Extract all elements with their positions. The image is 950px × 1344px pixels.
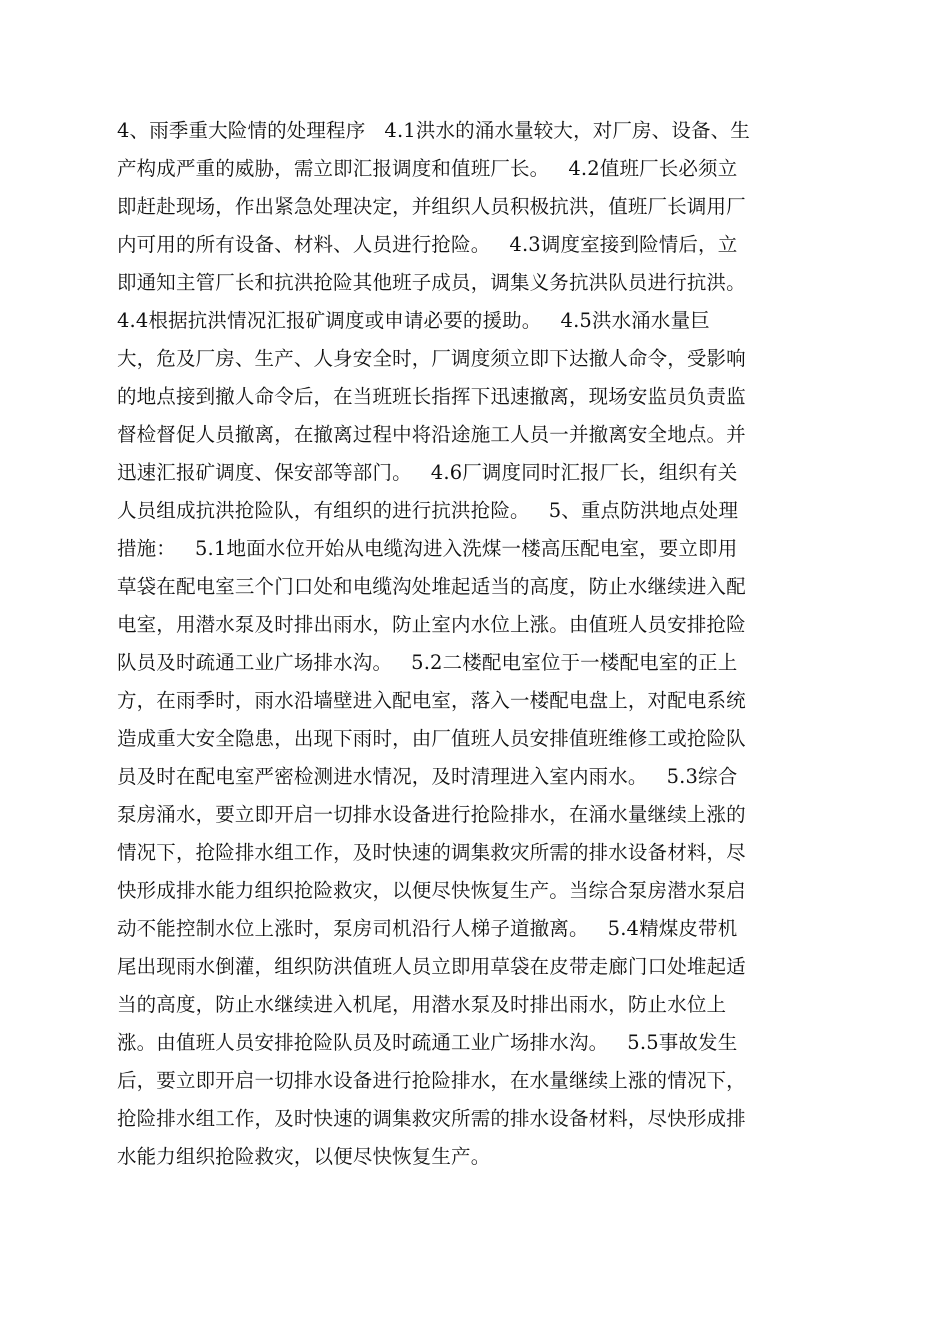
text-line: 情况下，抢险排水组工作，及时快速的调集救灾所需的排水设备材料，尽 (117, 841, 746, 864)
text-line: 4.4根据抗洪情况汇报矿调度或申请必要的援助。 4.5洪水涌水量巨 (117, 309, 710, 332)
text-line: 涨。由值班人员安排抢险队员及时疏通工业广场排水沟。 5.5事故发生 (117, 1031, 738, 1054)
text-line: 队员及时疏通工业广场排水沟。 5.2二楼配电室位于一楼配电室的正上 (117, 651, 738, 674)
text-line: 当的高度，防止水继续进入机尾，用潜水泵及时排出雨水，防止水位上 (117, 993, 727, 1016)
text-line: 动不能控制水位上涨时，泵房司机沿行人梯子道撤离。 5.4精煤皮带机 (117, 917, 738, 940)
text-line: 督检督促人员撤离，在撤离过程中将沿途施工人员一并撤离安全地点。并 (117, 423, 746, 446)
text-line: 抢险排水组工作，及时快速的调集救灾所需的排水设备材料，尽快形成排 (117, 1107, 746, 1130)
text-line: 4、雨季重大险情的处理程序 4.1洪水的涌水量较大，对厂房、设备、生 (117, 119, 750, 142)
text-line: 后，要立即开启一切排水设备进行抢险排水，在水量继续上涨的情况下， (117, 1069, 746, 1092)
text-line: 电室，用潜水泵及时排出雨水，防止室内水位上涨。由值班人员安排抢险 (117, 613, 746, 636)
text-line: 内可用的所有设备、材料、人员进行抢险。 4.3调度室接到险情后，立 (117, 233, 738, 256)
text-line: 尾出现雨水倒灌，组织防洪值班人员立即用草袋在皮带走廊门口处堆起适 (117, 955, 746, 978)
text-line: 快形成排水能力组织抢险救灾，以便尽快恢复生产。当综合泵房潜水泵启 (117, 879, 746, 902)
text-line: 水能力组织抢险救灾，以便尽快恢复生产。 (117, 1145, 491, 1168)
text-line: 迅速汇报矿调度、保安部等部门。 4.6厂调度同时汇报厂长，组织有关 (117, 461, 738, 484)
text-line: 泵房涌水，要立即开启一切排水设备进行抢险排水，在涌水量继续上涨的 (117, 803, 746, 826)
text-line: 员及时在配电室严密检测进水情况，及时清理进入室内雨水。 5.3综合 (117, 765, 738, 788)
text-line: 造成重大安全隐患，出现下雨时，由厂值班人员安排值班维修工或抢险队 (117, 727, 746, 750)
body-text (117, 112, 837, 1176)
text-line: 即通知主管厂长和抗洪抢险其他班子成员，调集义务抗洪队员进行抗洪。 (117, 271, 746, 294)
text-line: 的地点接到撤人命令后，在当班班长指挥下迅速撤离，现场安监员负责监 (117, 385, 746, 408)
text-line: 方，在雨季时，雨水沿墙壁进入配电室，落入一楼配电盘上，对配电系统 (117, 689, 746, 712)
text-line: 即赶赴现场，作出紧急处理决定，并组织人员积极抗洪，值班厂长调用厂 (117, 195, 746, 218)
text-line: 大，危及厂房、生产、人身安全时，厂调度须立即下达撤人命令，受影响 (117, 347, 746, 370)
text-line: 措施： 5.1地面水位开始从电缆沟进入洗煤一楼高压配电室，要立即用 (117, 537, 738, 560)
text-line: 人员组成抗洪抢险队，有组织的进行抗洪抢险。 5、重点防洪地点处理 (117, 499, 739, 522)
text-line: 草袋在配电室三个门口处和电缆沟处堆起适当的高度，防止水继续进入配 (117, 575, 746, 598)
text-line: 产构成严重的威胁，需立即汇报调度和值班厂长。 4.2值班厂长必须立 (117, 157, 738, 180)
